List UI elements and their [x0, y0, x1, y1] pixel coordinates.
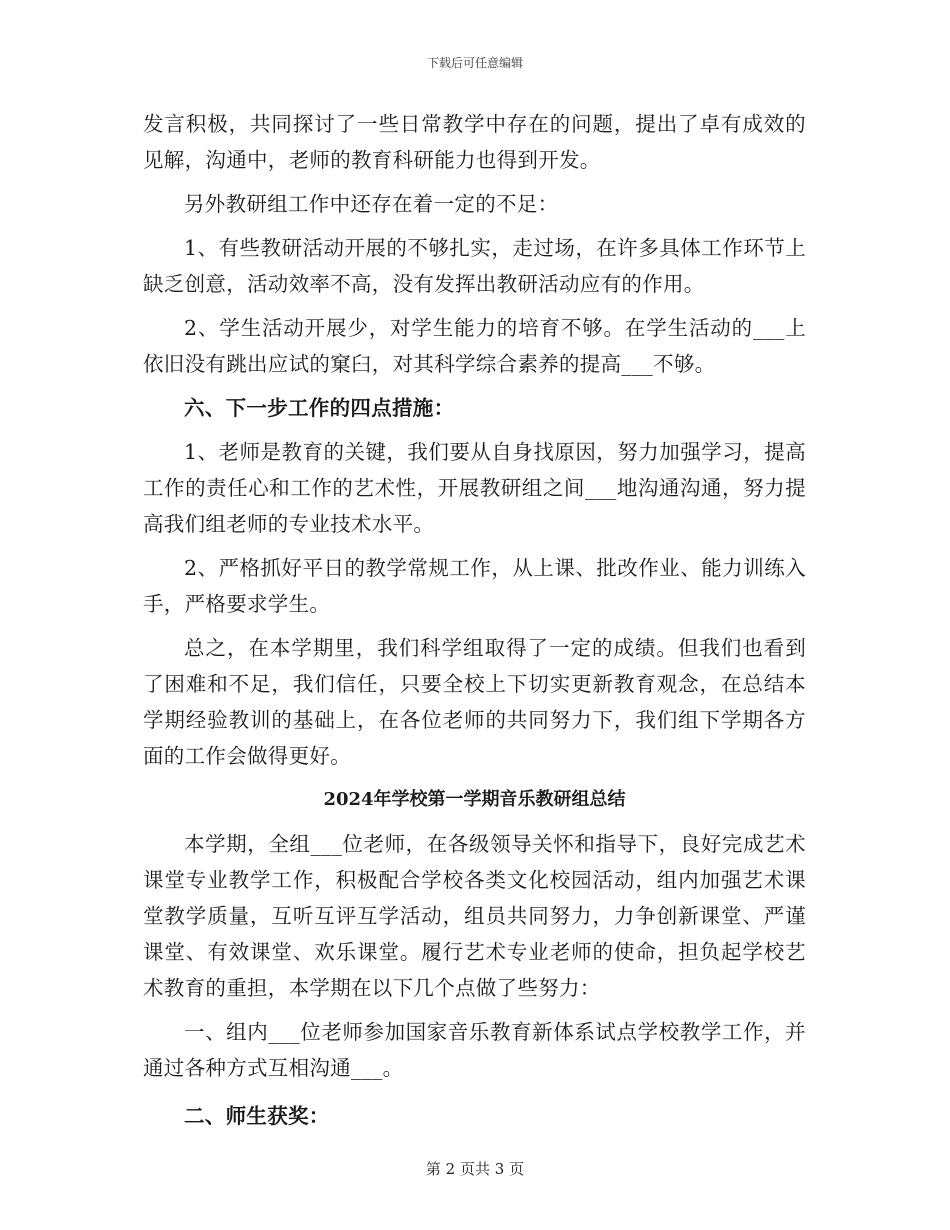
paragraph-shortcoming-1: 1、有些教研活动开展的不够扎实，走过场，在许多具体工作环节上缺乏创意，活动效率不高，没有发挥出教研活动应有的作用。	[143, 236, 806, 296]
paragraph-music-item-1: 一、组内___位老师参加国家音乐教育新体系试点学校教学工作，并通过各种方式互相沟通___。	[143, 1020, 806, 1080]
paragraph-shortcomings-intro: 另外教研组工作中还存在着一定的不足：	[184, 192, 559, 216]
paragraph-continuation: 发言积极，共同探讨了一些日常教学中存在的问题，提出了卓有成效的见解，沟通中，老师的教育科研能力也得到开发。	[143, 112, 806, 172]
paragraph-conclusion: 总之，在本学期里，我们科学组取得了一定的成绩。但我们也看到了困难和不足，我们信任，只要全校上下切实更新教育观念，在总结本学期经验教训的基础上，在各位老师的共同努力下，我们组下学期各方面的工作会做得更好。	[143, 636, 806, 768]
page-header: 下载后可任意编辑	[426, 56, 523, 70]
paragraph-measure-2: 2、严格抓好平日的教学常规工作，从上课、批改作业、能力训练入手，严格要求学生。	[143, 556, 806, 616]
section-heading-awards: 二、师生获奖：	[184, 1104, 330, 1128]
paragraph-music-intro: 本学期，全组___位老师，在各级领导关怀和指导下，良好完成艺术课堂专业教学工作，积极配合学校各类文化校园活动，组内加强艺术课堂教学质量，互听互评互学活动，组员共同努力，力争创新课堂、严谨课堂、有效课堂、欢乐课堂。履行艺术专业老师的使命，担负起学校艺术教育的重担，本学期在以下几个点做了些努力：	[143, 832, 806, 1000]
paragraph-shortcoming-2: 2、学生活动开展少，对学生能力的培育不够。在学生活动的___上依旧没有跳出应试的窠臼，对其科学综合素养的提高___不够。	[143, 316, 806, 376]
document-title: 2024年学校第一学期音乐教研组总结	[323, 789, 626, 810]
document-body	[143, 106, 806, 1142]
page-footer: 第 2 页共 3 页	[425, 1160, 525, 1178]
paragraph-measure-1: 1、老师是教育的关键，我们要从自身找原因，努力加强学习，提高工作的责任心和工作的艺术性，开展教研组之间___地沟通沟通，努力提高我们组老师的专业技术水平。	[143, 440, 806, 536]
section-heading-measures: 六、下一步工作的四点措施：	[184, 396, 455, 420]
